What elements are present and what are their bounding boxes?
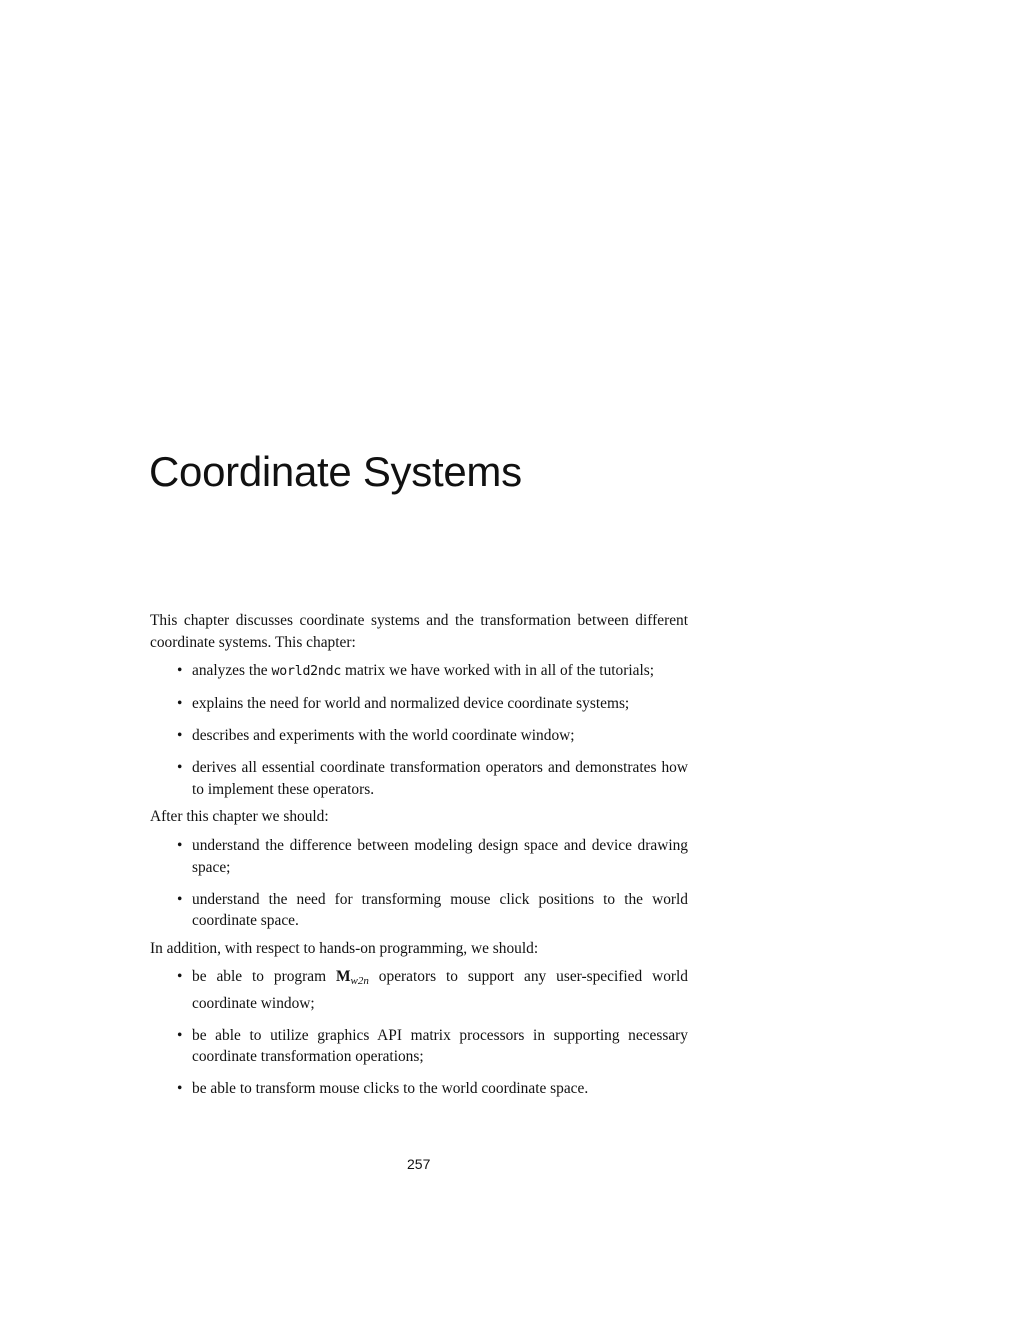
learning-outcomes-list bbox=[150, 835, 688, 932]
list-item: • describes and experiments with the world coordinate window; bbox=[150, 725, 688, 747]
matrix-subscript: w2n bbox=[350, 975, 369, 988]
chapter-topics-list bbox=[150, 660, 688, 800]
page-number: 257 bbox=[407, 1156, 431, 1172]
intro-paragraph: This chapter discusses coordinate systems and the transformation between different coordinate systems. This chapter: bbox=[150, 612, 688, 651]
list-item: • explains the need for world and normalized device coordinate systems; bbox=[150, 693, 688, 715]
list-item bbox=[150, 966, 688, 1014]
matrix-symbol: M bbox=[336, 968, 351, 986]
list-item: • be able to transform mouse clicks to the world coordinate space. bbox=[150, 1078, 688, 1100]
programming-outcomes-list bbox=[150, 966, 688, 1100]
list-item: • derives all essential coordinate transformation operators and demonstrates how to implement these operators. bbox=[150, 757, 688, 800]
outcomes-paragraph: After this chapter we should: bbox=[150, 808, 329, 826]
list-item: • understand the difference between modeling design space and device drawing space; bbox=[150, 835, 688, 878]
programming-paragraph: In addition, with respect to hands-on programming, we should: bbox=[150, 939, 539, 957]
list-item bbox=[150, 660, 688, 683]
list-item-text: operators to support any user-specified world coordinate window; bbox=[192, 968, 688, 1012]
list-item: • understand the need for transforming mouse click positions to the world coordinate space. bbox=[150, 889, 688, 932]
list-item-text: analyzes the bbox=[192, 662, 272, 680]
chapter-body bbox=[150, 610, 688, 1100]
chapter-title: Coordinate Systems bbox=[149, 448, 522, 495]
list-item: • be able to utilize graphics API matrix processors in supporting necessary coordinate transformation operations; bbox=[150, 1025, 688, 1068]
list-item-text: be able to program bbox=[192, 968, 336, 986]
code-term: world2ndc bbox=[271, 664, 342, 680]
list-item-text: matrix we have worked with in all of the tutorials; bbox=[341, 662, 655, 680]
